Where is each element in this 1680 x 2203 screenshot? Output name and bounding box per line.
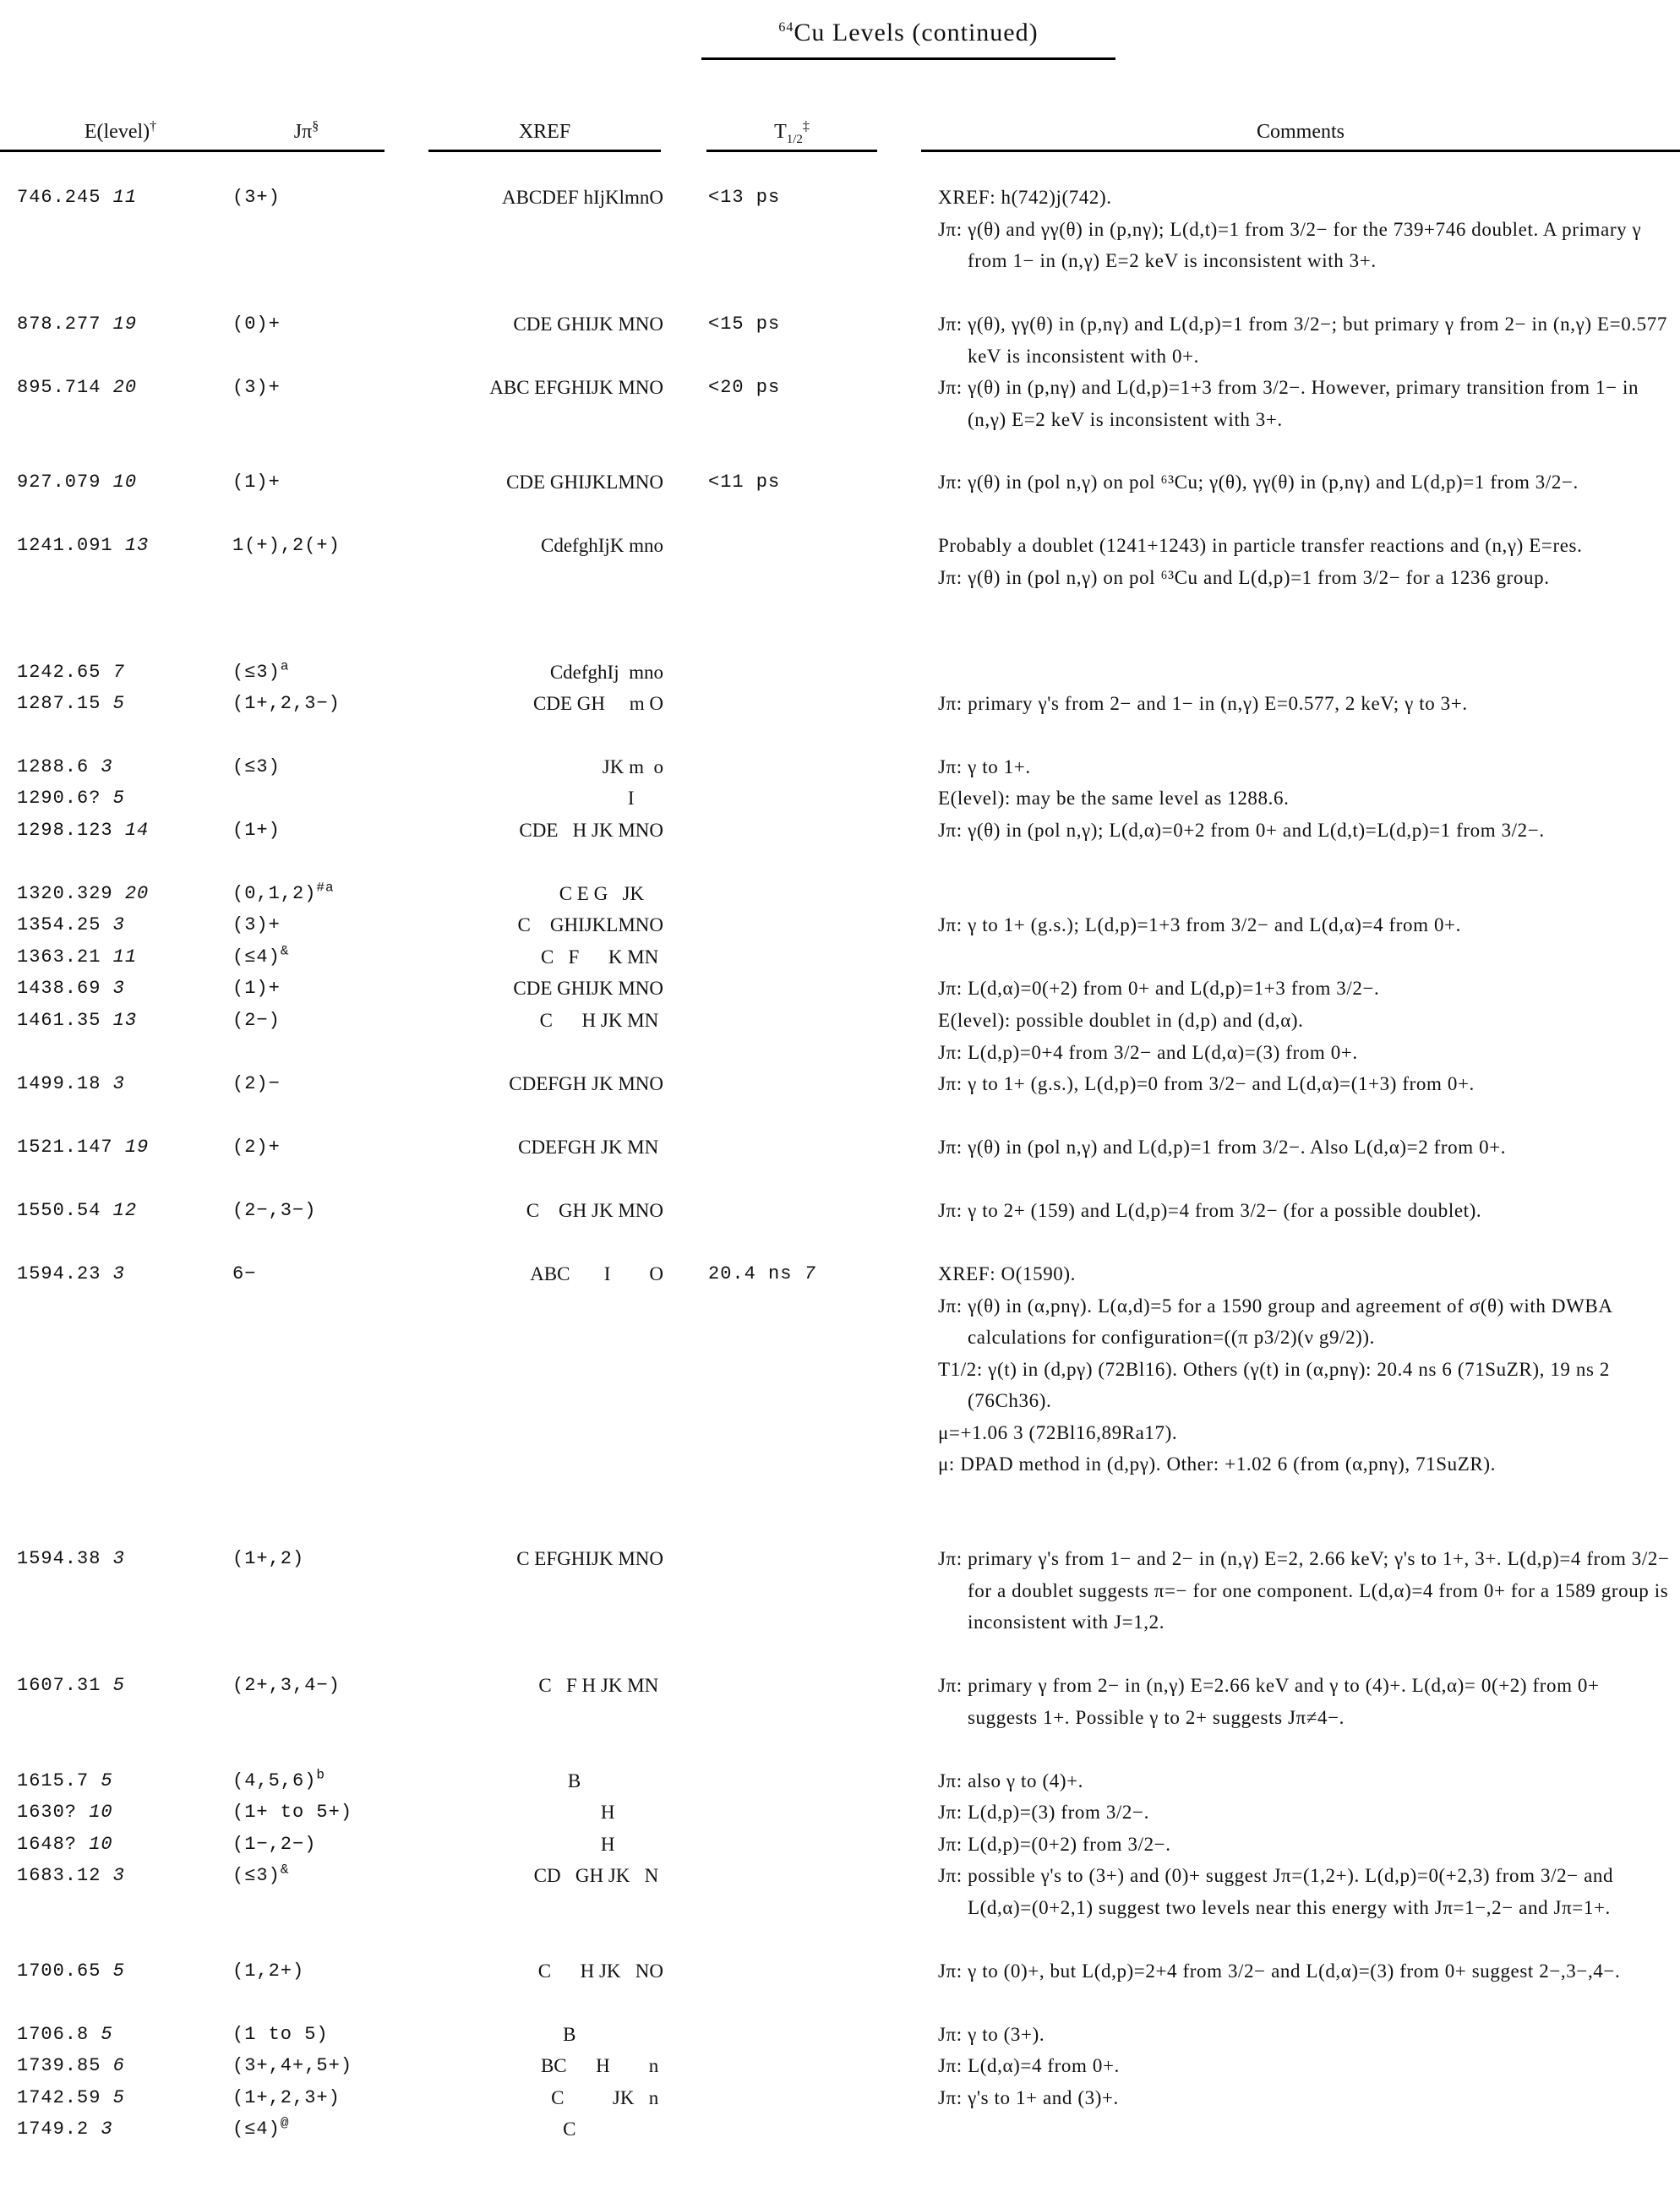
spin-parity-footnote: & [280,1862,290,1878]
energy-level [17,783,125,815]
energy-uncertainty: 19 [112,314,138,335]
energy-level [17,1670,125,1702]
energy-value: 1288.6 [17,756,90,777]
energy-value: 1742.59 [17,2087,101,2108]
spin-parity [232,657,289,689]
spin-parity [232,182,281,214]
energy-level [17,182,137,214]
energy-level [17,1797,113,1829]
comments [938,1670,1673,1733]
spin-parity [232,1195,316,1227]
energy-value: 878.277 [17,314,101,335]
energy-uncertainty: 5 [112,2087,125,2108]
xref-codes: I [627,788,663,809]
xref-codes: CDE GHIJK MNO [513,314,663,335]
comment-line: Jπ: also γ to (4)+. [938,1770,1083,1791]
comments [938,783,1673,815]
xref-codes: B [567,1770,663,1791]
energy-uncertainty: 10 [89,1834,113,1855]
energy-value: 1615.7 [17,1770,90,1791]
spin-parity-value: (4,5,6) [232,1770,317,1791]
xref-codes: C EFGHIJK MNO [516,1548,663,1569]
energy-value: 1594.38 [17,1548,101,1569]
spin-parity-value: (≤4) [232,946,281,968]
spin-parity-value: (3)+ [232,914,281,935]
comment-line: Jπ: γ(θ) in (pol n,γ) on pol ⁶³Cu; γ(θ), γγ(θ) in (p,nγ) and L(d,p)=1 from 3/2−. [938,472,1579,493]
header-elevel-label: E(level) [84,121,150,143]
half-life [708,372,780,404]
energy-uncertainty: 3 [112,1263,125,1284]
energy-uncertainty: 19 [124,1137,150,1158]
xref-codes: C GHIJKLMNO [517,914,663,935]
spin-parity [232,1797,352,1829]
xref-codes: H [600,1802,663,1823]
energy-uncertainty: 3 [101,756,113,777]
half-life-value: <13 ps [708,187,781,208]
energy-level [17,530,149,562]
comments [938,1195,1673,1227]
spin-parity [232,1005,281,1037]
comment-line: Jπ: L(d,p)=(3) from 3/2−. [938,1802,1149,1823]
spin-parity-value: (≤3) [232,756,281,777]
comment-line: Jπ: L(d,α)=4 from 0+. [938,2055,1120,2076]
spin-parity [232,2082,341,2114]
energy-value: 1287.15 [17,693,101,714]
half-life-value: <20 ps [708,377,781,398]
title-underline [701,57,1115,60]
spin-parity [232,2019,329,2051]
spin-parity-value: (1)+ [232,472,281,493]
comment-line: Jπ: L(d,p)=(0+2) from 3/2−. [938,1834,1171,1855]
half-life-value: <15 ps [708,314,781,335]
comments [938,1765,1673,1797]
energy-level [17,688,125,720]
energy-level [17,1955,125,1988]
spin-parity [232,2113,289,2146]
energy-value: 1461.35 [17,1010,101,1031]
spin-parity [232,815,281,847]
energy-level [17,973,125,1005]
spin-parity [232,941,289,973]
spin-parity-footnote: a [280,658,290,674]
xref-codes: C H JK MN [539,1010,663,1031]
comment-line: Jπ: γ's to 1+ and (3)+. [938,2087,1119,2108]
energy-uncertainty: 11 [112,187,138,208]
spin-parity [232,308,281,341]
energy-value: 1594.23 [17,1263,101,1284]
energy-uncertainty: 10 [89,1802,113,1823]
comments [938,1068,1673,1100]
energy-uncertainty: 5 [101,2024,113,2045]
spin-parity-footnote: & [280,943,290,959]
energy-value: 1739.85 [17,2055,101,2076]
half-life [708,1258,816,1290]
energy-level [17,2113,113,2146]
energy-level [17,815,149,847]
header-xref: XREF [518,121,571,143]
energy-uncertainty: 20 [112,377,138,398]
title-text: Cu Levels (continued) [794,19,1039,46]
energy-level [17,941,137,973]
xref-codes: ABC EFGHIJK MNO [489,377,663,398]
comment-line: Jπ: γ to 1+. [938,756,1031,777]
comments [938,973,1673,1005]
comment-line: E(level): may be the same level as 1288.6. [938,788,1290,809]
comments [938,2050,1673,2082]
spin-parity [232,751,281,783]
spin-parity [232,1765,325,1797]
comment-line: Jπ: γ(θ) in (pol n,γ) on pol ⁶³Cu and L(d,p)=1 from 3/2− for a 1236 group. [938,566,1550,588]
energy-uncertainty: 5 [101,1770,113,1791]
energy-value: 1438.69 [17,978,101,999]
energy-uncertainty: 5 [112,1675,125,1696]
comments [938,1860,1673,1923]
header-thalf-footnote: ‡ [802,119,810,134]
half-life [708,466,780,499]
page-title [701,19,1115,47]
header-elevel [0,121,241,144]
energy-uncertainty: 13 [112,1010,138,1031]
spin-parity [232,909,281,941]
spin-parity [232,1670,341,1702]
spin-parity [232,466,281,499]
energy-value: 927.079 [17,472,101,493]
spin-parity-value: (≤3) [232,662,281,683]
comment-line: Jπ: γ(θ), γγ(θ) in (p,nγ) and L(d,p)=1 from 3/2−; but primary γ from 2− in (n,γ) E=0.577 keV is inconsistent with 0+. [938,314,1667,367]
comments [938,466,1673,499]
energy-level [17,2050,125,2082]
energy-value: 1320.329 [17,883,113,904]
spin-parity-value: (≤4) [232,2118,281,2140]
spin-parity [232,1543,304,1575]
comments [938,308,1673,372]
spin-parity [232,1258,256,1290]
energy-value: 1298.123 [17,820,113,841]
comment-line: Jπ: primary γ's from 1− and 2− in (n,γ) E=2, 2.66 keV; γ's to 1+, 3+. L(d,p)=4 from 3/2− for a doublet suggests π=− for one component. L(d,α)=4 from 0+ for a 1589 group is inconsistent with J=1,2. [938,1548,1670,1633]
spin-parity [232,530,341,562]
energy-level [17,1829,113,1861]
comments [938,909,1673,941]
energy-value: 895.714 [17,377,101,398]
xref-codes: B [563,2024,663,2045]
energy-value: 1683.12 [17,1865,101,1886]
xref-codes: CDE H JK MNO [519,820,663,841]
energy-level [17,2019,113,2051]
spin-parity-value: (1+) [232,820,281,841]
spin-parity [232,973,281,1005]
spin-parity-value: (1 to 5) [232,2024,329,2045]
energy-uncertainty: 5 [112,693,125,714]
spin-parity [232,372,281,404]
comment-line: Jπ: possible γ's to (3+) and (0)+ suggest Jπ=(1,2+). L(d,p)=0(+2,3) from 3/2− and L(d,α)=(0+2,1) suggest two levels near this energy with Jπ=1−,2− and Jπ=1+. [938,1865,1614,1918]
header-jpi-label: Jπ [293,121,313,143]
comment-line: Jπ: γ to (3+). [938,2024,1045,2045]
comment-line: Jπ: γ to 2+ (159) and L(d,p)=4 from 3/2− (for a possible doublet). [938,1200,1482,1221]
energy-value: 1290.6? [17,788,101,809]
comment-line: Jπ: primary γ's from 2− and 1− in (n,γ) E=0.577, 2 keV; γ to 3+. [938,693,1468,714]
spin-parity [232,1131,281,1164]
header-comments-rule [921,150,1680,152]
header-thalf-label: T [774,121,787,143]
spin-parity [232,1860,289,1892]
energy-uncertainty: 3 [112,978,125,999]
header-jpi-footnote: § [312,119,319,134]
spin-parity-value: (1+,2,3+) [232,2087,341,2108]
spin-parity-value: (2+,3,4−) [232,1675,341,1696]
title-mass-number: 64 [778,20,794,35]
xref-codes: C H JK NO [537,1960,663,1982]
comment-line: Jπ: γ(θ) in (p,nγ) and L(d,p)=1+3 from 3/2−. However, primary transition from 1− in (n,γ) E=2 keV is inconsistent with 3+. [938,377,1639,430]
xref-codes: JK m o [602,756,663,777]
comments [938,815,1673,847]
xref-codes: CDE GH m O [533,693,663,714]
xref-codes: C F K MN [540,946,663,968]
comment-line: Jπ: γ to 1+ (g.s.), L(d,p)=0 from 3/2− and L(d,α)=(1+3) from 0+. [938,1073,1475,1094]
spin-parity-value: (0,1,2) [232,883,317,904]
spin-parity [232,878,335,910]
comments [938,1829,1673,1861]
energy-level [17,878,149,910]
comment-line: XREF: h(742)j(742). [938,187,1112,208]
spin-parity-value: (2−) [232,1010,281,1031]
comment-line: Jπ: γ(θ) in (α,pnγ). L(α,d)=5 for a 1590 group and agreement of σ(θ) with DWBA calculations for configuration=((π p3/2)(ν g9/2)). [938,1295,1612,1348]
energy-level [17,2082,125,2114]
spin-parity [232,2050,352,2082]
comment-line: XREF: O(1590). [938,1263,1077,1284]
energy-level [17,1765,113,1797]
spin-parity-value: 6− [232,1263,257,1284]
comments [938,1543,1673,1639]
spin-parity-value: (1+,2,3−) [232,693,341,714]
half-life [708,308,780,341]
comments [938,1258,1673,1480]
spin-parity [232,1829,316,1861]
spin-parity-value: 1(+),2(+) [232,535,341,556]
comment-line: Jπ: primary γ from 2− in (n,γ) E=2.66 keV and γ to (4)+. L(d,α)= 0(+2) from 0+ suggests 1+. Possible γ to 2+ suggests Jπ≠4−. [938,1675,1600,1728]
comment-line: E(level): possible doublet in (d,p) and (d,α). [938,1010,1304,1031]
spin-parity-value: (0)+ [232,314,281,335]
spin-parity-value: (1+ to 5+) [232,1802,353,1823]
comment-line: Probably a doublet (1241+1243) in particle transfer reactions and (n,γ) E=res. [938,535,1583,556]
spin-parity [232,1068,281,1100]
energy-value: 1630? [17,1802,78,1823]
header-jpi [228,121,385,144]
comment-line: Jπ: γ(θ) in (pol n,γ); L(d,α)=0+2 from 0+ and L(d,t)=L(d,p)=1 from 3/2−. [938,820,1545,841]
energy-uncertainty: 6 [112,2055,125,2076]
comments [938,1797,1673,1829]
energy-level [17,1195,137,1227]
xref-codes: CDEFGH JK MN [518,1137,663,1158]
spin-parity-value: (1)+ [232,978,281,999]
xref-codes: C E G JK [559,883,663,904]
half-life-value: <11 ps [708,472,781,493]
energy-value: 1241.091 [17,535,113,556]
xref-codes: C [563,2118,663,2140]
energy-value: 1242.65 [17,662,101,683]
spin-parity-value: (1+,2) [232,1548,305,1569]
spin-parity [232,688,341,720]
energy-level [17,657,125,689]
xref-codes: CDEFGH JK MNO [509,1073,663,1094]
energy-level [17,1005,137,1037]
xref-codes: CDE GHIJK MNO [513,978,663,999]
xref-codes: C F H JK MN [538,1675,663,1696]
energy-uncertainty: 3 [112,1865,125,1886]
energy-level [17,751,113,783]
comments [938,1955,1673,1988]
comments [938,2082,1673,2114]
energy-value: 1749.2 [17,2118,90,2140]
energy-value: 1700.65 [17,1960,101,1982]
energy-value: 1706.8 [17,2024,90,2045]
header-jpi-rule [228,150,385,152]
energy-value: 1607.31 [17,1675,101,1696]
header-elevel-rule [0,150,238,152]
energy-value: 1363.21 [17,946,101,968]
spin-parity-value: (1−,2−) [232,1834,317,1855]
spin-parity-footnote: #a [316,880,335,896]
spin-parity-footnote: @ [280,2115,290,2131]
half-life-uncertainty: 7 [804,1263,816,1284]
xref-codes: CdefghIjK mno [540,535,663,556]
energy-uncertainty: 5 [112,788,125,809]
energy-value: 1648? [17,1834,78,1855]
comment-line: Jπ: L(d,p)=0+4 from 3/2− and L(d,α)=(3) from 0+. [938,1041,1358,1063]
energy-uncertainty: 5 [112,1960,125,1982]
spin-parity [232,1955,304,1988]
energy-level [17,372,137,404]
energy-uncertainty: 3 [101,2118,113,2140]
comment-line: Jπ: L(d,α)=0(+2) from 0+ and L(d,p)=1+3 from 3/2−. [938,978,1380,999]
comments [938,1005,1673,1068]
energy-level [17,466,137,499]
spin-parity-value: (3+) [232,187,281,208]
energy-level [17,308,137,341]
spin-parity-value: (2−,3−) [232,1200,317,1221]
energy-level [17,1860,125,1892]
comment-line: Jπ: γ(θ) and γγ(θ) in (p,nγ); L(d,t)=1 from 3/2− for the 739+746 doublet. A primary γ from 1− in (n,γ) E=2 keV is inconsistent with 3+. [938,218,1642,271]
energy-uncertainty: 14 [124,820,150,841]
energy-value: 746.245 [17,187,101,208]
comments [938,751,1673,783]
energy-uncertainty: 3 [112,914,125,935]
comments [938,372,1673,435]
comments [938,530,1673,593]
comment-line: T1/2: γ(t) in (d,pγ) (72Bl16). Others (γ(t) in (α,pnγ): 20.4 ns 6 (71SuZR), 19 ns 2 (76Ch36). [938,1358,1610,1411]
comment-line: μ: DPAD method in (d,pγ). Other: +1.02 6 (from (α,pnγ), 71SuZR). [938,1453,1496,1475]
energy-level [17,1131,149,1164]
energy-value: 1550.54 [17,1200,101,1221]
energy-level [17,1543,125,1575]
spin-parity-footnote: b [316,1767,326,1783]
header-xref-rule [428,150,661,152]
energy-uncertainty: 7 [112,662,125,683]
spin-parity-value: (3+,4+,5+) [232,2055,353,2076]
energy-value: 1521.147 [17,1137,113,1158]
header-comments: Comments [1256,121,1345,143]
energy-uncertainty: 12 [112,1200,138,1221]
header-elevel-footnote: † [150,119,157,134]
energy-uncertainty: 3 [112,1073,125,1094]
energy-level [17,1258,125,1290]
comment-line: μ=+1.06 3 (72Bl16,89Ra17). [938,1421,1178,1443]
spin-parity-value: (2)− [232,1073,281,1094]
xref-codes: C GH JK MNO [526,1200,663,1221]
xref-codes: ABC I O [530,1263,663,1284]
xref-codes: CD GH JK N [533,1865,663,1886]
comments [938,1131,1673,1164]
header-thalf [706,121,877,144]
half-life [708,182,780,214]
xref-codes: BC H n [540,2055,663,2076]
energy-uncertainty: 20 [124,883,150,904]
energy-value: 1499.18 [17,1073,101,1094]
energy-uncertainty: 10 [112,472,138,493]
energy-uncertainty: 13 [124,535,150,556]
spin-parity-value: (3)+ [232,377,281,398]
energy-level [17,909,125,941]
energy-level [17,1068,125,1100]
xref-codes: CDE GHIJKLMNO [506,472,663,493]
half-life-value: 20.4 ns [708,1263,793,1284]
comments [938,2019,1673,2051]
spin-parity-value: (≤3) [232,1865,281,1886]
energy-uncertainty: 3 [112,1548,125,1569]
comment-line: Jπ: γ to (0)+, but L(d,p)=2+4 from 3/2− and L(d,α)=(3) from 0+ suggest 2−,3−,4−. [938,1960,1621,1982]
header-thalf-rule [706,150,877,152]
energy-value: 1354.25 [17,914,101,935]
header-thalf-sub: 1/2 [786,132,803,146]
comment-line: Jπ: γ(θ) in (pol n,γ) and L(d,p)=1 from 3/2−. Also L(d,α)=2 from 0+. [938,1137,1507,1158]
xref-codes: CdefghIj mno [549,662,663,683]
xref-codes: ABCDEF hIjKlmnO [501,187,663,208]
spin-parity-value: (2)+ [232,1137,281,1158]
comments [938,688,1673,720]
spin-parity-value: (1,2+) [232,1960,305,1982]
comments [938,182,1673,277]
energy-uncertainty: 11 [112,946,138,968]
xref-codes: C JK n [551,2087,663,2108]
xref-codes: H [600,1834,663,1855]
comment-line: Jπ: γ to 1+ (g.s.); L(d,p)=1+3 from 3/2− and L(d,α)=4 from 0+. [938,914,1461,935]
